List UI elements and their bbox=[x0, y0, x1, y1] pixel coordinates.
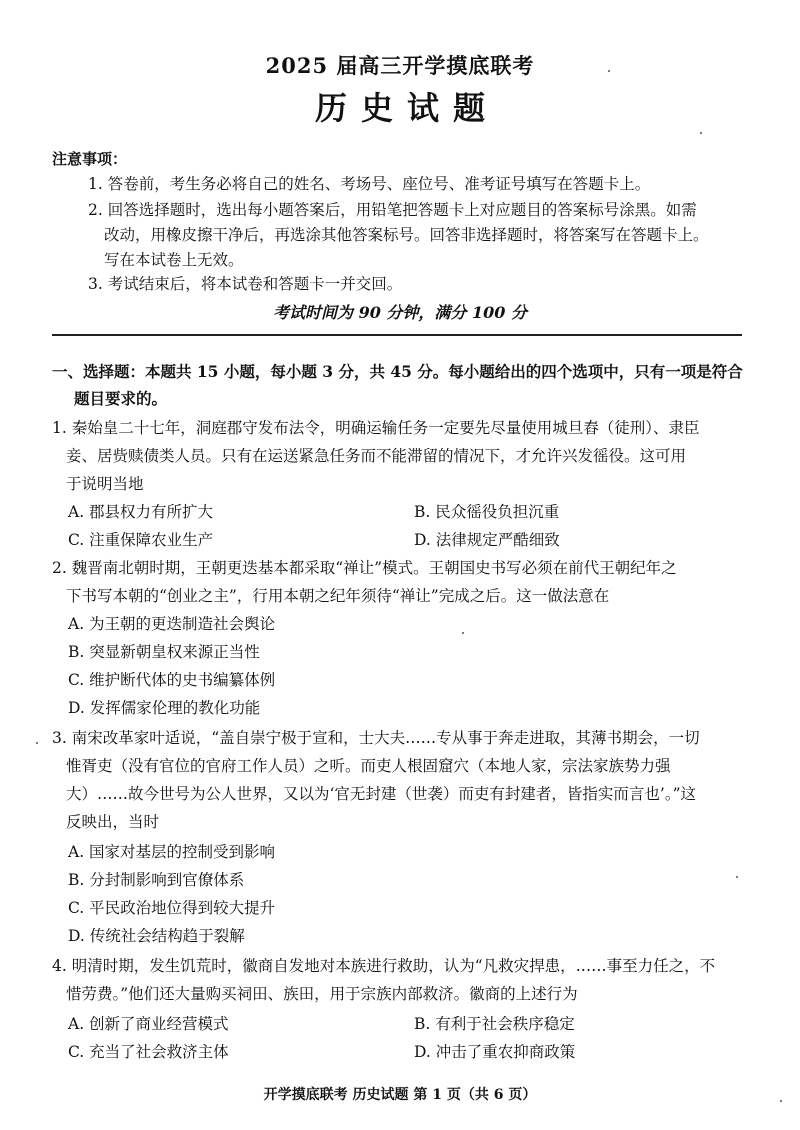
section-heading-line-2: 题目要求的。 bbox=[74, 389, 168, 408]
scan-speck bbox=[462, 632, 464, 634]
notice-item-2 bbox=[88, 198, 768, 273]
question-3-line-2: 惟胥吏（没有官位的官府工作人员）之听。而吏人根固窟穴（本地人家，宗法家族势力强 bbox=[66, 757, 671, 775]
question-4-option-b: B. 有利于社会秩序稳定 bbox=[414, 1015, 575, 1033]
notice-item-3: 3. 考试结束后，将本试卷和答题卡一并交回。 bbox=[88, 275, 403, 293]
question-3 bbox=[52, 724, 742, 836]
question-3-option-d: D. 传统社会结构趋于裂解 bbox=[68, 927, 245, 945]
scan-speck bbox=[36, 742, 38, 744]
question-3-line-3: 大）……故今世号为公人世界，又以为‘官无封建（世袭）而吏有封建者，皆指实而言也’。”这 bbox=[66, 785, 697, 803]
question-4-line-1: 4. 明清时期，发生饥荒时，徽商自发地对本族进行救助，认为“凡救灾捍患，……事至力任之，不 bbox=[52, 957, 716, 975]
scan-speck bbox=[780, 1100, 782, 1102]
question-2 bbox=[52, 554, 742, 610]
question-3-option-c: C. 平民政治地位得到较大提升 bbox=[68, 899, 276, 917]
question-4 bbox=[52, 952, 742, 1008]
question-4-option-c: C. 充当了社会救济主体 bbox=[68, 1043, 229, 1061]
divider bbox=[52, 334, 742, 336]
question-1 bbox=[52, 414, 742, 498]
notice-item-2-line-2: 改动，用橡皮擦干净后，再选涂其他答案标号。回答非选择题时，将答案写在答题卡上。 bbox=[104, 226, 709, 244]
exam-time: 考试时间为 90 分钟，满分 100 分 bbox=[273, 303, 527, 322]
question-1-line-1: 1. 秦始皇二十七年，洞庭郡守发布法令，明确运输任务一定要先尽量使用城旦舂（徒刑）、隶臣 bbox=[52, 419, 700, 437]
question-3-option-a: A. 国家对基层的控制受到影响 bbox=[68, 843, 276, 861]
question-1-line-2: 妾、居赀赎债类人员。只有在运送紧急任务而不能滞留的情况下，才允许兴发徭役。这可用 bbox=[66, 447, 687, 465]
scan-speck bbox=[608, 70, 610, 72]
question-3-line-4: 反映出，当时 bbox=[66, 813, 160, 831]
question-2-option-d: D. 发挥儒家伦理的教化功能 bbox=[68, 699, 261, 717]
question-2-option-a: A. 为王朝的更迭制造社会舆论 bbox=[68, 615, 276, 633]
subject-title: 历史试题 bbox=[314, 89, 499, 127]
question-2-line-2: 下书写本朝的“创业之主”，行用本朝之纪年须待“禅让”完成之后。这一做法意在 bbox=[66, 587, 610, 605]
scan-speck bbox=[736, 876, 738, 878]
question-2-option-b: B. 突显新朝皇权来源正当性 bbox=[68, 643, 260, 661]
page-footer: 开学摸底联考 历史试题 第 1 页（共 6 页） bbox=[263, 1087, 537, 1103]
question-1-line-3: 于说明当地 bbox=[66, 475, 144, 493]
notice-item-2-line-1: 2. 回答选择题时，选出每小题答案后，用铅笔把答题卡上对应题目的答案标号涂黑。如需 bbox=[88, 201, 697, 219]
section-heading bbox=[52, 358, 752, 412]
question-2-line-1: 2. 魏晋南北朝时期，王朝更迭基本都采取“禅让”模式。王朝国史书写必须在前代王朝纪年之 bbox=[52, 559, 677, 577]
question-1-option-d: D. 法律规定严酷细致 bbox=[414, 531, 560, 549]
question-4-option-a: A. 创新了商业经营模式 bbox=[68, 1015, 229, 1033]
scan-speck bbox=[700, 132, 702, 134]
notice-item-1: 1. 答卷前，考生务必将自己的姓名、考场号、座位号、准考证号填写在答题卡上。 bbox=[88, 175, 651, 193]
question-3-line-1: 3. 南宋改革家叶适说，“盖自崇宁极于宣和，士大夫……专从事于奔走进取，其薄书期会，一切 bbox=[52, 729, 700, 747]
question-4-line-2: 惜劳费。”他们还大量购买祠田、族田，用于宗族内部救济。徽商的上述行为 bbox=[66, 985, 578, 1003]
question-1-option-a: A. 郡县权力有所扩大 bbox=[68, 503, 214, 521]
question-1-option-c: C. 注重保障农业生产 bbox=[68, 531, 214, 549]
question-2-option-c: C. 维护断代体的史书编纂体例 bbox=[68, 671, 276, 689]
section-heading-line-1: 一、选择题：本题共 15 小题，每小题 3 分，共 45 分。每小题给出的四个选项中，只有一项是符合 bbox=[52, 362, 743, 381]
notice-item-2-line-3: 写在本试卷上无效。 bbox=[104, 251, 244, 269]
question-3-option-b: B. 分封制影响到官僚体系 bbox=[68, 871, 245, 889]
exam-title: 2025 届高三开学摸底联考 bbox=[265, 53, 535, 78]
question-4-option-d: D. 冲击了重农抑商政策 bbox=[414, 1043, 576, 1061]
question-1-option-b: B. 民众徭役负担沉重 bbox=[414, 503, 560, 521]
notice-heading: 注意事项： bbox=[52, 150, 128, 168]
